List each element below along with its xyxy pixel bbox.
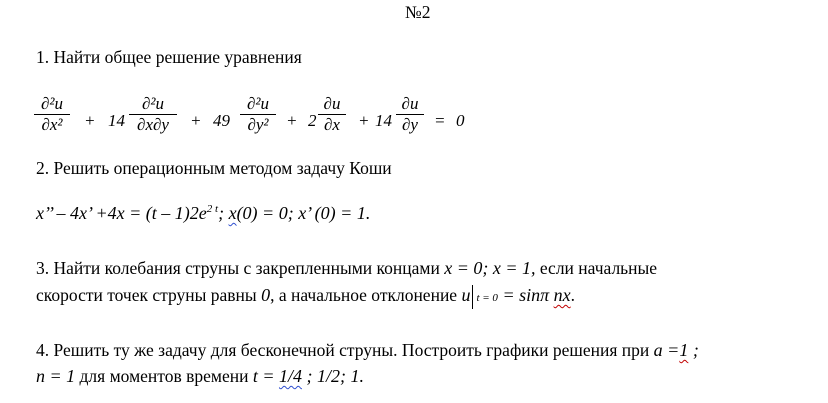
coefficient-49: 49: [213, 111, 230, 130]
coefficient-2: 2: [308, 111, 317, 130]
plus-sign: +: [84, 111, 96, 130]
fraction-du-dx: ∂u ∂x: [318, 95, 346, 134]
task1-label: 1. Найти общее решение уравнения: [36, 47, 302, 67]
task4-line1: 4. Решить ту же задачу для бесконечной струны. Построить графики решения при a =1 ;: [36, 340, 699, 360]
fraction-d2u-dxdy: ∂²u ∂x∂y: [129, 95, 177, 134]
plus-sign: +: [358, 111, 370, 130]
task3-line2: скорости точек струны равны 0, а начальное отклонение u t = 0 = sinπ nx.: [36, 285, 575, 309]
task2-label: 2. Решить операционным методом задачу Коши: [36, 158, 392, 178]
task2-equation: x’’ – 4x’ $+4x = (t - 1)2e^{2 t}$; x(0) = 0; x’ (0) = 1.: [36, 203, 371, 223]
fraction-du-dy: ∂u ∂y: [396, 95, 424, 134]
coefficient-14: 14: [375, 111, 392, 130]
page-title: №2: [405, 2, 431, 22]
coefficient-14: 14: [108, 111, 125, 130]
plus-sign: +: [286, 111, 298, 130]
equals-sign: =: [434, 111, 446, 130]
fraction-d2u-dx2: ∂²u ∂x²: [34, 95, 70, 134]
fraction-d2u-dy2: ∂²u ∂y²: [240, 95, 276, 134]
evaluation-bar: [472, 285, 473, 309]
zero-value: 0: [456, 111, 465, 130]
plus-sign: +: [190, 111, 202, 130]
task3-line1: 3. Найти колебания струны с закрепленными концами x = 0; x = 1, если начальные: [36, 258, 658, 278]
task4-line2: n = 1 для моментов времени t = 1/4 ; 1/2; 1.: [36, 366, 364, 386]
